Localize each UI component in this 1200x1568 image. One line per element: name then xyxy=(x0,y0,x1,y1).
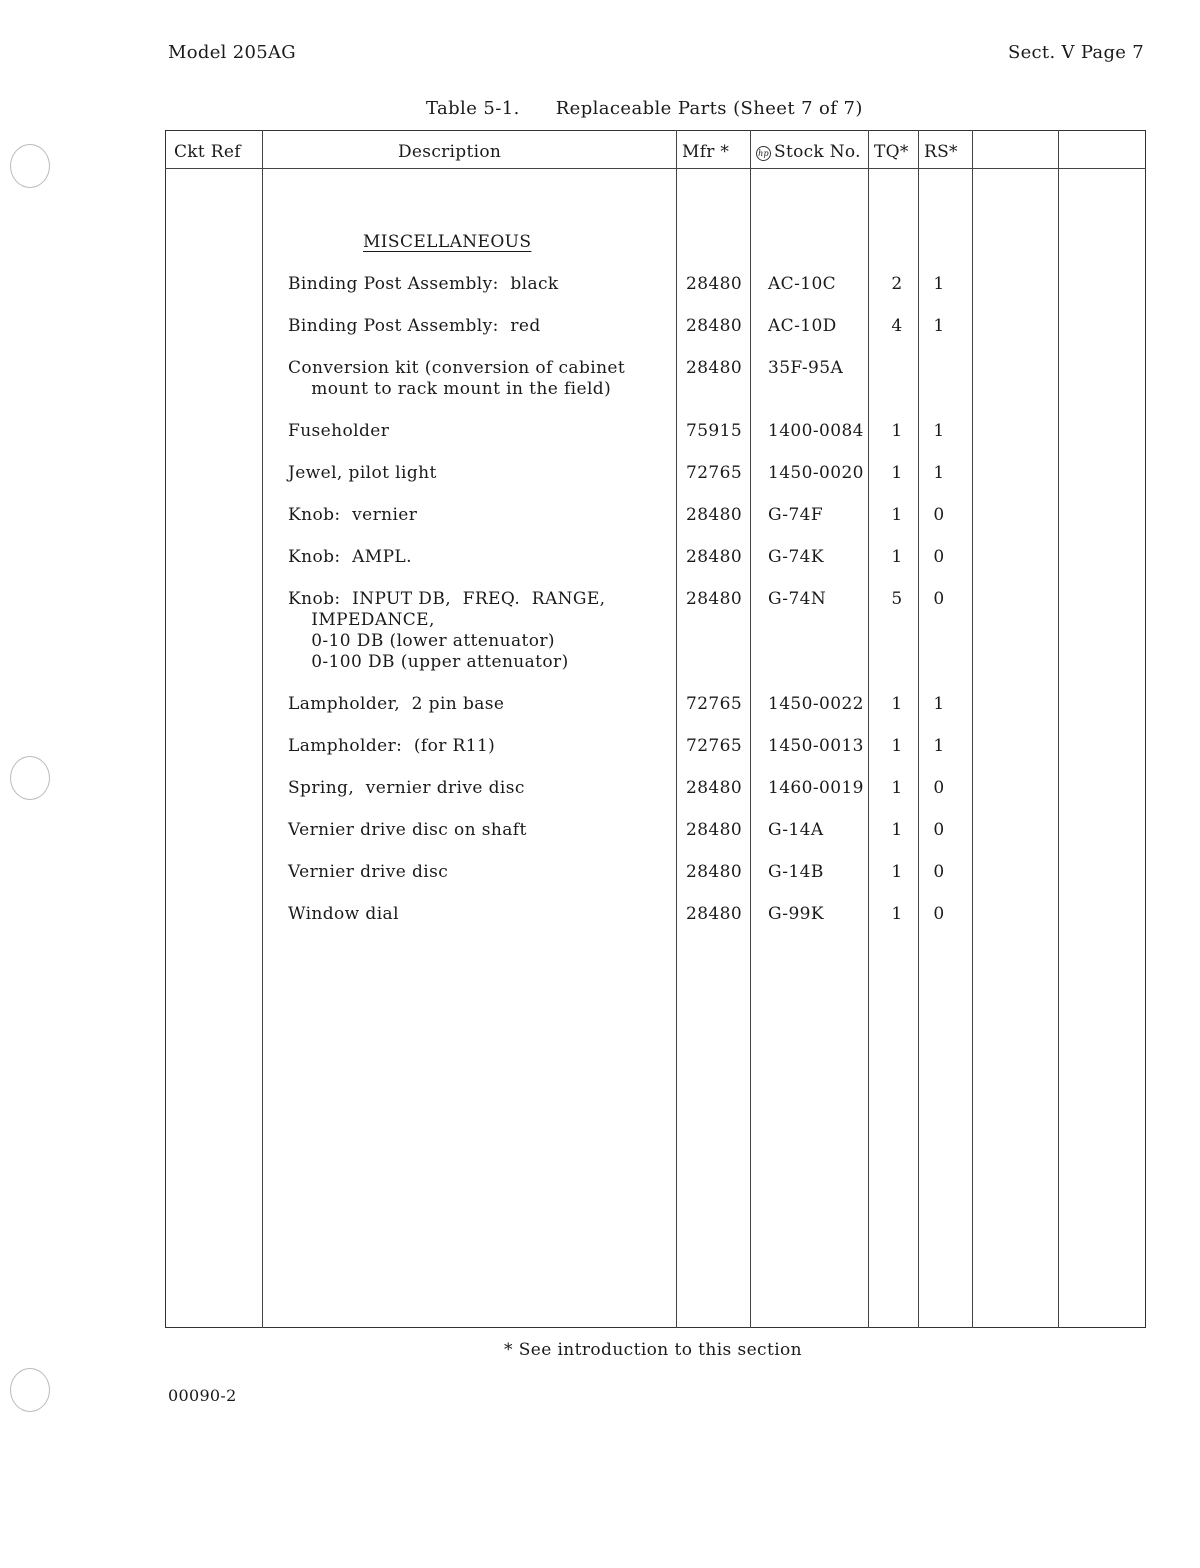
col-header-mfr: Mfr * xyxy=(682,142,730,162)
part-description xyxy=(288,736,495,757)
part-description xyxy=(288,904,399,925)
description-line: Jewel, pilot light xyxy=(288,463,437,483)
recommended-spares: 1 xyxy=(933,694,945,714)
mfr-code: 28480 xyxy=(686,862,743,882)
binder-hole xyxy=(10,756,50,800)
stock-number: 1450-0022 xyxy=(768,694,864,714)
description-line: Binding Post Assembly: red xyxy=(288,316,541,336)
recommended-spares: 0 xyxy=(933,589,945,609)
recommended-spares: 1 xyxy=(933,274,945,294)
recommended-spares: 0 xyxy=(933,778,945,798)
description-line: 0-10 DB (lower attenuator) xyxy=(288,631,555,651)
mfr-code: 28480 xyxy=(686,547,743,567)
stock-number: AC-10D xyxy=(768,316,837,336)
recommended-spares: 1 xyxy=(933,463,945,483)
model-name: Model 205AG xyxy=(168,42,296,63)
total-quantity: 1 xyxy=(891,862,903,882)
total-quantity: 1 xyxy=(891,547,903,567)
recommended-spares: 0 xyxy=(933,505,945,525)
hp-logo-icon: hp xyxy=(756,146,771,161)
description-line: Window dial xyxy=(288,904,399,924)
stock-number: G-14A xyxy=(768,820,824,840)
recommended-spares: 0 xyxy=(933,820,945,840)
total-quantity: 2 xyxy=(891,274,903,294)
part-description xyxy=(288,862,448,883)
column-divider xyxy=(868,130,869,1328)
mfr-code: 28480 xyxy=(686,904,743,924)
description-line: Binding Post Assembly: black xyxy=(288,274,559,294)
mfr-code: 75915 xyxy=(686,421,743,441)
description-line: Knob: AMPL. xyxy=(288,547,412,567)
total-quantity: 1 xyxy=(891,463,903,483)
total-quantity: 1 xyxy=(891,421,903,441)
description-line: Knob: vernier xyxy=(288,505,418,525)
part-description xyxy=(288,274,559,295)
section-page: Sect. V Page 7 xyxy=(1007,42,1144,63)
recommended-spares: 1 xyxy=(933,316,945,336)
mfr-code: 28480 xyxy=(686,820,743,840)
binder-hole xyxy=(10,144,50,188)
total-quantity: 1 xyxy=(891,505,903,525)
part-description xyxy=(288,778,525,799)
stock-number: G-74N xyxy=(768,589,827,609)
col-header-rs: RS* xyxy=(924,142,958,162)
table-title xyxy=(426,98,863,119)
table-label: Table 5-1. xyxy=(426,98,520,119)
mfr-code: 28480 xyxy=(686,505,743,525)
description-line: Lampholder, 2 pin base xyxy=(288,694,505,714)
part-description xyxy=(288,421,389,442)
mfr-code: 28480 xyxy=(686,274,743,294)
part-description xyxy=(288,589,606,673)
total-quantity: 4 xyxy=(891,316,903,336)
stock-number: G-74K xyxy=(768,547,824,567)
recommended-spares: 1 xyxy=(933,736,945,756)
part-description xyxy=(288,820,527,841)
parts-table xyxy=(165,130,1146,1328)
col-header-stock-label: Stock No. xyxy=(774,142,861,162)
description-line: Spring, vernier drive disc xyxy=(288,778,525,798)
stock-number: 35F-95A xyxy=(768,358,844,378)
mfr-code: 28480 xyxy=(686,316,743,336)
total-quantity: 1 xyxy=(891,904,903,924)
stock-number: 1460-0019 xyxy=(768,778,864,798)
mfr-code: 72765 xyxy=(686,694,743,714)
column-divider xyxy=(676,130,677,1328)
mfr-code: 72765 xyxy=(686,736,743,756)
column-divider xyxy=(972,130,973,1328)
column-divider xyxy=(1058,130,1059,1328)
stock-number: 1450-0020 xyxy=(768,463,864,483)
stock-number: G-14B xyxy=(768,862,824,882)
description-line: Conversion kit (conversion of cabinet xyxy=(288,358,626,378)
description-line: IMPEDANCE, xyxy=(288,610,435,630)
table-caption: Replaceable Parts (Sheet 7 of 7) xyxy=(555,98,863,119)
col-header-stock-no xyxy=(756,142,861,162)
col-header-description: Description xyxy=(398,142,502,162)
recommended-spares: 0 xyxy=(933,547,945,567)
description-line: Vernier drive disc on shaft xyxy=(288,820,527,840)
column-divider xyxy=(262,130,263,1328)
col-header-ckt-ref: Ckt Ref xyxy=(174,142,241,162)
mfr-code: 72765 xyxy=(686,463,743,483)
stock-number: AC-10C xyxy=(768,274,837,294)
description-line: Fuseholder xyxy=(288,421,390,441)
description-line: Knob: INPUT DB, FREQ. RANGE, xyxy=(288,589,606,609)
description-line: 0-100 DB (upper attenuator) xyxy=(288,652,569,672)
part-description xyxy=(288,358,625,400)
total-quantity: 1 xyxy=(891,778,903,798)
part-description xyxy=(288,505,417,526)
total-quantity: 5 xyxy=(891,589,903,609)
col-header-tq: TQ* xyxy=(874,142,909,162)
header-divider xyxy=(165,168,1146,169)
mfr-code: 28480 xyxy=(686,358,743,378)
column-divider xyxy=(750,130,751,1328)
recommended-spares: 1 xyxy=(933,421,945,441)
description-line: mount to rack mount in the field) xyxy=(288,379,612,399)
part-description xyxy=(288,463,437,484)
mfr-code: 28480 xyxy=(686,589,743,609)
document-number: 00090-2 xyxy=(168,1386,237,1405)
description-line: Vernier drive disc xyxy=(288,862,449,882)
total-quantity: 1 xyxy=(891,694,903,714)
part-description xyxy=(288,694,504,715)
footnote: * See introduction to this section xyxy=(504,1340,803,1360)
section-heading: MISCELLANEOUS xyxy=(363,232,532,252)
stock-number: 1400-0084 xyxy=(768,421,864,441)
binder-hole xyxy=(10,1368,50,1412)
recommended-spares: 0 xyxy=(933,904,945,924)
stock-number: G-74F xyxy=(768,505,824,525)
description-line: Lampholder: (for R11) xyxy=(288,736,496,756)
stock-number: G-99K xyxy=(768,904,824,924)
column-divider xyxy=(918,130,919,1328)
total-quantity: 1 xyxy=(891,736,903,756)
recommended-spares: 0 xyxy=(933,862,945,882)
total-quantity: 1 xyxy=(891,820,903,840)
part-description xyxy=(288,547,412,568)
part-description xyxy=(288,316,541,337)
mfr-code: 28480 xyxy=(686,778,743,798)
stock-number: 1450-0013 xyxy=(768,736,864,756)
